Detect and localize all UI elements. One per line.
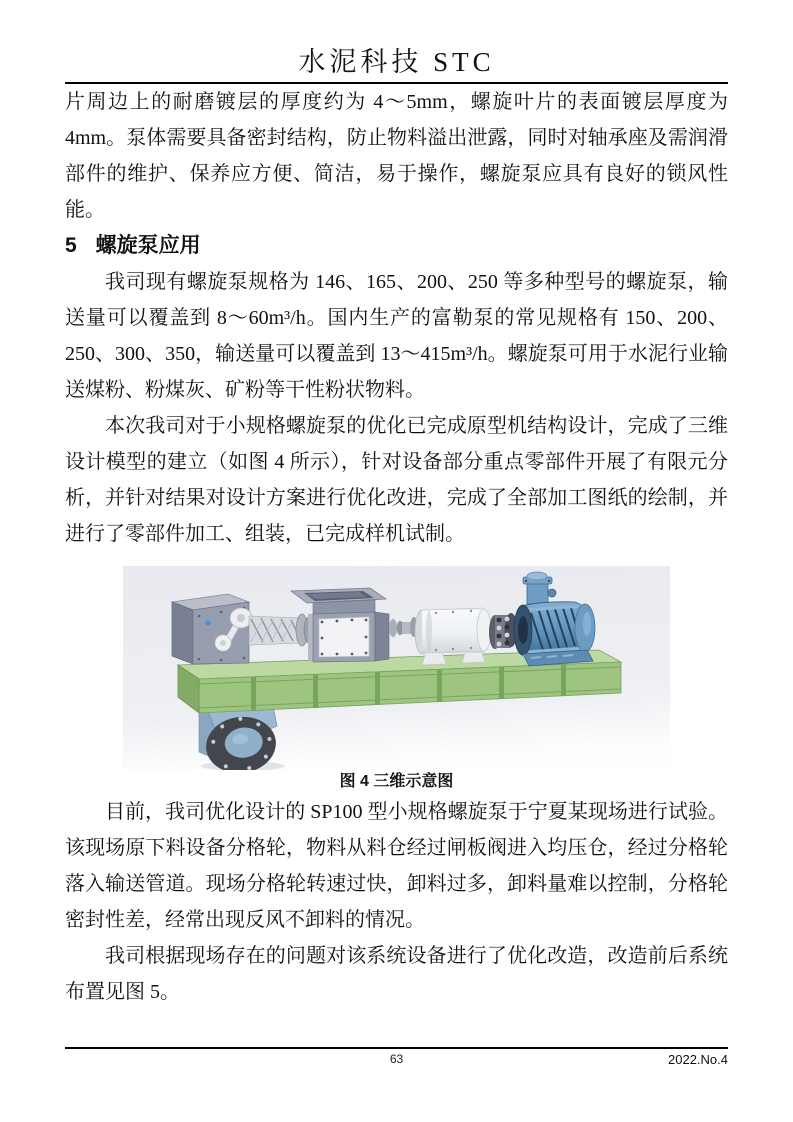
footer-row: [65, 1049, 728, 1069]
page-number: 63: [389, 1052, 404, 1066]
section-heading: [65, 228, 728, 264]
figure-4: [65, 566, 728, 794]
journal-title: 水泥科技 STC: [298, 47, 495, 77]
page-footer: [65, 1047, 728, 1069]
paragraph: 我司现有螺旋泵规格为 146、165、200、250 等多种型号的螺旋泵，输送量可以覆盖到 8～60m³/h。国内生产的富勒泵的常见规格有 150、200、250、300、350，输送量可以覆盖到 13～415m³/h。螺旋泵可用于水泥行业输送煤粉、粉煤灰、矿粉等干性粉状物料。: [65, 271, 728, 401]
screw-pump-3d-render: [123, 566, 670, 770]
issue-label: 2022.No.4: [668, 1052, 728, 1067]
page-content: [65, 0, 728, 1010]
shaft-coupling: [489, 613, 518, 649]
paragraph: 我司根据现场存在的问题对该系统设备进行了优化改造，改造前后系统布置见图 5。: [65, 945, 728, 1003]
article-body: [65, 84, 728, 1010]
screw-conveyor: [249, 614, 314, 646]
paragraph-continued: 片周边上的耐磨镀层的厚度约为 4～5mm，螺旋叶片的表面镀层厚度为 4mm。泵体需要具备密封结构，防止物料溢出泄露，同时对轴承座及需润滑部件的维护、保养应方便、简洁，易于操作，螺旋泵应具有良好的锁风性能。: [65, 91, 728, 221]
paragraph: 目前，我司优化设计的 SP100 型小规格螺旋泵于宁夏某现场进行试验。该现场原下料设备分格轮，物料从料仓经过闸板阀进入均压仓，经过分格轮落入输送管道。现场分格轮转速过快，卸料过多，卸料量难以控制，分格轮密封性差，经常出现反风不卸料的情况。: [65, 801, 728, 931]
gearbox-housing: [172, 594, 252, 664]
figure-caption: 图 4 三维示意图: [339, 773, 454, 790]
section-title: 螺旋泵应用: [95, 234, 201, 257]
paragraph: 本次我司对于小规格螺旋泵的优化已完成原型机结构设计，完成了三维设计模型的建立（如图 4 所示），针对设备部分重点零部件开展了有限元分析，并针对结果对设计方案进行优化改进，完成了全部加工图纸的绘制，并进行了零部件加工、组装，已完成样机试制。: [65, 415, 728, 545]
section-number: 5: [65, 234, 77, 257]
